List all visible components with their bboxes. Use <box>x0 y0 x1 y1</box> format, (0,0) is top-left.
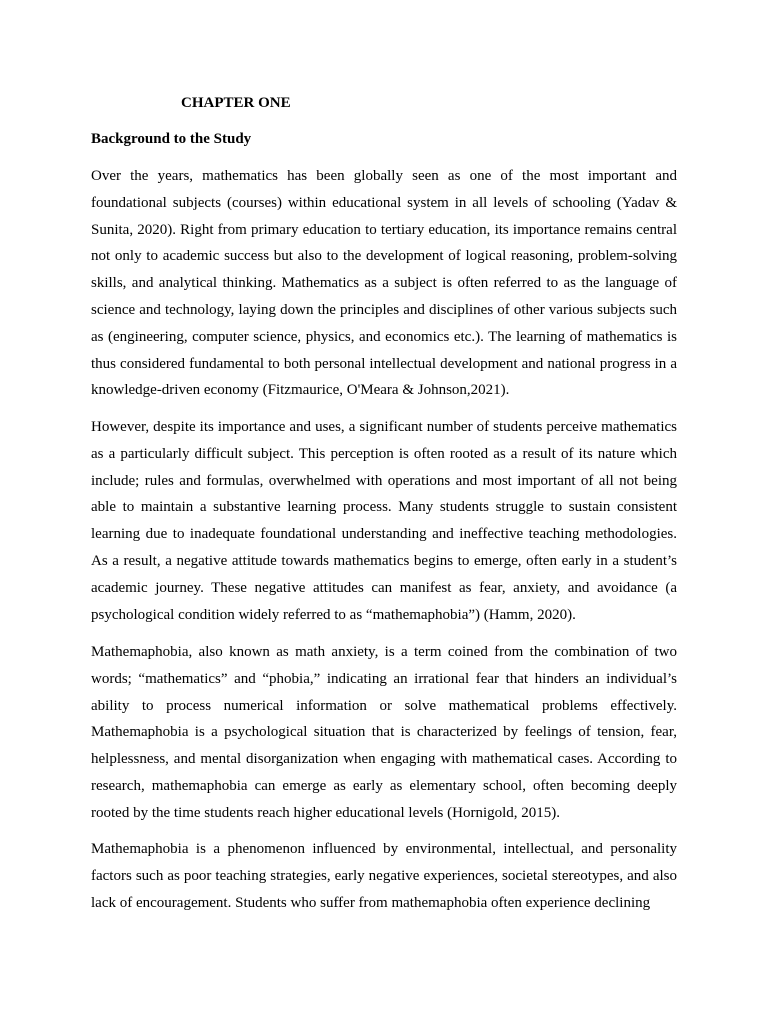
section-heading: Background to the Study <box>91 131 252 147</box>
paragraph: Mathemaphobia is a phenomenon influenced by environmental, intellectual, and personality factors such as poor teaching strategies, early negative experiences, societal stereotypes, and also lack of encouragement. Students who suffer from mathemaphobia often experience declining <box>91 841 677 911</box>
chapter-title: CHAPTER ONE <box>181 95 291 111</box>
paragraph: Over the years, mathematics has been globally seen as one of the most important and foundational subjects (courses) within educational system in all levels of schooling (Yadav & Sunita, 2020). Right from primary education to tertiary education, its importance remains central not only to academic success but also to the development of logical reasoning, problem-solving skills, and analytical thinking. Mathematics as a subject is often referred to as the language of science and technology, laying down the principles and disciplines of other various subjects such as (engineering, computer science, physics, and economics etc.). The learning of mathematics is thus considered fundamental to both personal intellectual development and national progress in a knowledge-driven economy (Fitzmaurice, O'Meara & Johnson,2021). <box>91 168 677 399</box>
paragraph: Mathemaphobia, also known as math anxiety, is a term coined from the combination of two words; “mathematics” and “phobia,” indicating an irrational fear that hinders an individual’s ability to process numerical information or solve mathematical problems effectively. Mathemaphobia is a psychological situation that is characterized by feelings of tension, fear, helplessness, and mental disorganization when engaging with mathematical cases. According to research, mathemaphobia can emerge as early as elementary school, often becoming deeply rooted by the time students reach higher educational levels (Hornigold, 2015). <box>91 644 677 821</box>
paragraph: However, despite its importance and uses, a significant number of students perceive mathematics as a particularly difficult subject. This perception is often rooted as a result of its nature which include; rules and formulas, overwhelmed with operations and most important of all not being able to maintain a substantive learning process. Many students struggle to sustain consistent learning due to inadequate foundational understanding and ineffective teaching methodologies. As a result, a negative attitude towards mathematics begins to emerge, often early in a student’s academic journey. These negative attitudes can manifest as fear, anxiety, and avoidance (a psychological condition widely referred to as “mathemaphobia”) (Hamm, 2020). <box>91 419 677 623</box>
